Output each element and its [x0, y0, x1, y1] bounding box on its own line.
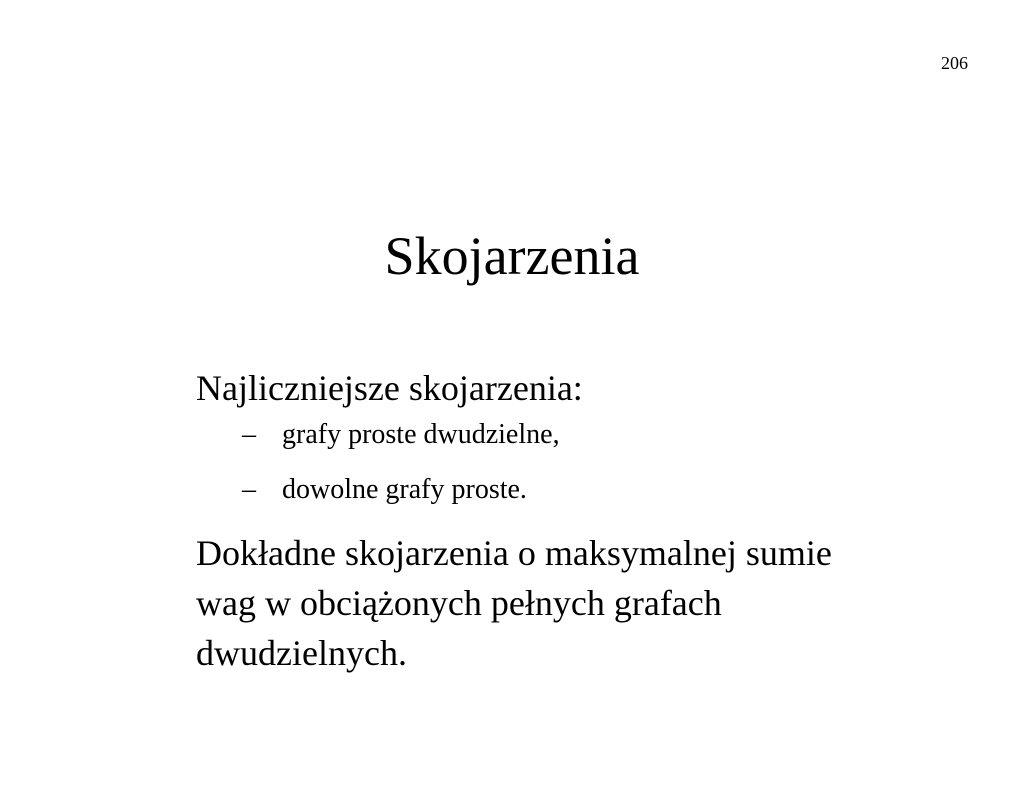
bullet-list — [196, 418, 916, 507]
list-item — [196, 473, 916, 507]
lead-text: Najliczniejsze skojarzenia: — [196, 368, 583, 408]
bullet-dash: – — [242, 419, 256, 450]
bullet-text: dowolne grafy proste. — [282, 474, 527, 505]
slide-title: Skojarzenia — [384, 226, 640, 286]
bullet-dash: – — [242, 474, 256, 505]
body-paragraph: Dokładne skojarzenia o maksymalnej sumie wag w obciążonych pełnych grafach dwudzielnych. — [196, 533, 832, 673]
bullet-text: grafy proste dwudzielne, — [282, 419, 560, 450]
page-number: 206 — [941, 53, 968, 73]
slide-content — [196, 364, 916, 678]
list-item — [196, 418, 916, 452]
